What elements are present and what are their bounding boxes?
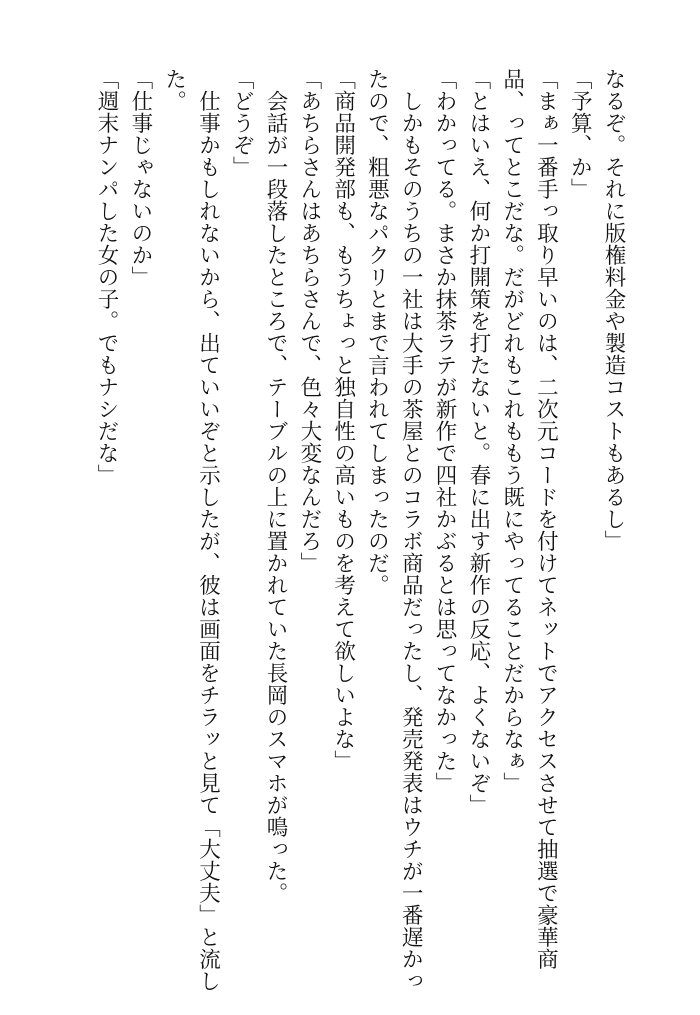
text-line: た。 xyxy=(161,68,187,112)
text-line: 会話が一段落したところで、テーブルの上に置かれていた長岡のスマホが鳴った。 xyxy=(263,68,289,904)
text-line: 「仕事じゃないのか」 xyxy=(127,68,153,288)
vertical-text-block xyxy=(89,68,630,992)
text-line: 「わかってる。まさか抹茶ラテが新作で四社かぶるとは思ってなかった」 xyxy=(432,68,458,794)
text-line: しかもそのうちの一社は大手の茶屋とのコラボ商品だったし、発売発表はウチが一番遅かっ xyxy=(398,68,424,992)
text-line: たので、粗悪なパクリとまで言われてしまったのだ。 xyxy=(364,68,390,596)
text-line: 「商品開発部も、もうちょっと独自性の高いものを考えて欲しいよな」 xyxy=(330,68,356,772)
text-line: 「あちらさんはあちらさんで、色々大変なんだろ」 xyxy=(296,68,322,574)
text-line: なるぞ。それに版権料金や製造コストもあるし」 xyxy=(601,68,626,552)
text-line: 「とはいえ、何か打開策を打たないと。春に出す新作の反応、よくないぞ」 xyxy=(465,68,491,816)
text-line: 仕事かもしれないから、出ていいぞと示したが、彼は画面をチラッと見て「大丈夫」と流し xyxy=(195,68,221,992)
text-line: 品、ってとこだな。だがどれもこれももう既にやってることだからなぁ」 xyxy=(499,68,525,794)
text-line: 「まぁ一番手っ取り早いのは、二次元コードを付けてネットでアクセスさせて抽選で豪華商 xyxy=(533,68,559,970)
text-line: 「予算、か」 xyxy=(567,68,593,200)
text-line: 「どうぞ」 xyxy=(229,68,255,178)
text-line: 「週末ナンパした女の子。でもナシだな」 xyxy=(94,68,120,486)
